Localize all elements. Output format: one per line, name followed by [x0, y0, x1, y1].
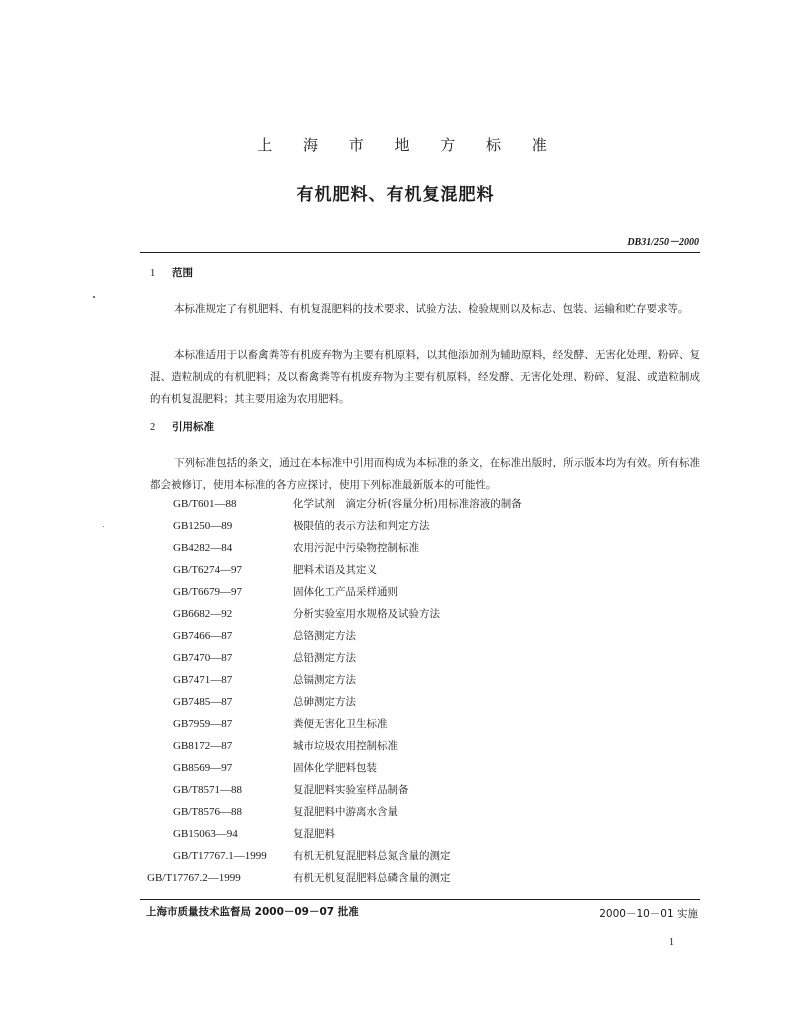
- reference-code: GB/T17767.2—1999: [147, 872, 241, 884]
- reference-name: 总砷测定方法: [293, 696, 356, 708]
- references-intro-paragraph: 下列标准包括的条文，通过在本标准中引用而构成为本标准的条文，在标准出版时，所示版本均为有效。所有标准都会被修订，使用本标准的各方应探讨，使用下列标准最新版本的可能性。: [150, 457, 700, 491]
- reference-code: GB8569—97: [173, 762, 233, 774]
- reference-code: GB/T6679—97: [173, 586, 243, 598]
- scan-speck: [93, 296, 95, 298]
- reference-name: 总铅测定方法: [293, 652, 356, 664]
- implementation-date: 2000－10－01 实施: [599, 908, 698, 920]
- reference-name: 农用污泥中污染物控制标准: [293, 542, 419, 554]
- reference-name: 复混肥料: [293, 828, 335, 840]
- section-heading-scope: [150, 265, 193, 280]
- reference-code: GB/T8576—88: [173, 806, 243, 818]
- reference-name: 总镉测定方法: [293, 674, 356, 686]
- reference-code: GB/T8571—88: [173, 784, 243, 796]
- section-number: 1: [150, 268, 156, 279]
- standard-number: DB31/250－2000: [627, 237, 699, 248]
- reference-name: 城市垃圾农用控制标准: [293, 740, 398, 752]
- reference-name: 粪便无害化卫生标准: [293, 718, 388, 730]
- scope-paragraph-1: 本标准规定了有机肥料、有机复混肥料的技术要求、试验方法、检验规则以及标志、包装、运输和贮存要求等。: [174, 303, 689, 315]
- reference-code: GB8172—87: [173, 740, 233, 752]
- page-number: 1: [669, 937, 674, 948]
- reference-code: GB7959—87: [173, 718, 233, 730]
- reference-name: 有机无机复混肥料总氮含量的测定: [293, 850, 451, 862]
- section-heading-references: [150, 419, 214, 434]
- reference-name: 极限值的表示方法和判定方法: [293, 520, 430, 532]
- reference-code: GB6682—92: [173, 608, 233, 620]
- reference-name: 肥料术语及其定义: [293, 564, 377, 576]
- standard-type-header: 上 海 市 地 方 标 准: [257, 136, 560, 154]
- reference-name: 固体化学肥料包装: [293, 762, 377, 774]
- reference-code: GB4282—84: [173, 542, 233, 554]
- reference-name: 固体化工产品采样通则: [293, 586, 398, 598]
- scan-speck: [103, 526, 104, 527]
- footer-rule: [140, 899, 700, 900]
- reference-code: GB7470—87: [173, 652, 233, 664]
- reference-code: GB/T6274—97: [173, 564, 243, 576]
- reference-code: GB/T17767.1—1999: [173, 850, 267, 862]
- reference-name: 分析实验室用水规格及试验方法: [293, 608, 440, 620]
- reference-code: GB15063—94: [173, 828, 238, 840]
- reference-name: 化学试剂 滴定分析(容量分析)用标准溶液的制备: [293, 498, 522, 510]
- reference-code: GB7485—87: [173, 696, 233, 708]
- reference-name: 复混肥料实验室样品制备: [293, 784, 409, 796]
- reference-code: GB1250—89: [173, 520, 233, 532]
- reference-name: 总铬测定方法: [293, 630, 356, 642]
- section-title: 引用标准: [172, 421, 214, 433]
- document-title: 有机肥料、有机复混肥料: [296, 185, 495, 205]
- reference-code: GB7466—87: [173, 630, 233, 642]
- approval-statement: 上海市质量技术监督局 2000－09－07 批准: [146, 906, 359, 918]
- reference-name: 有机无机复混肥料总磷含量的测定: [293, 872, 451, 884]
- section-title: 范围: [172, 267, 193, 279]
- header-rule: [140, 252, 700, 253]
- reference-name: 复混肥料中游离水含量: [293, 806, 398, 818]
- reference-code: GB7471—87: [173, 674, 233, 686]
- scope-paragraph-2: 本标准适用于以畜禽粪等有机废弃物为主要有机原料，以其他添加剂为辅助原料，经发酵、无害化处理、粉碎、复混、造粒制成的有机肥料；及以畜禽粪等有机废弃物为主要有机原料，经发酵、无害化处理、粉碎、复混、或造粒制成的有机复混肥料；其主要用途为农用肥料。: [150, 349, 700, 405]
- reference-code: GB/T601—88: [173, 498, 237, 510]
- section-number: 2: [150, 422, 156, 433]
